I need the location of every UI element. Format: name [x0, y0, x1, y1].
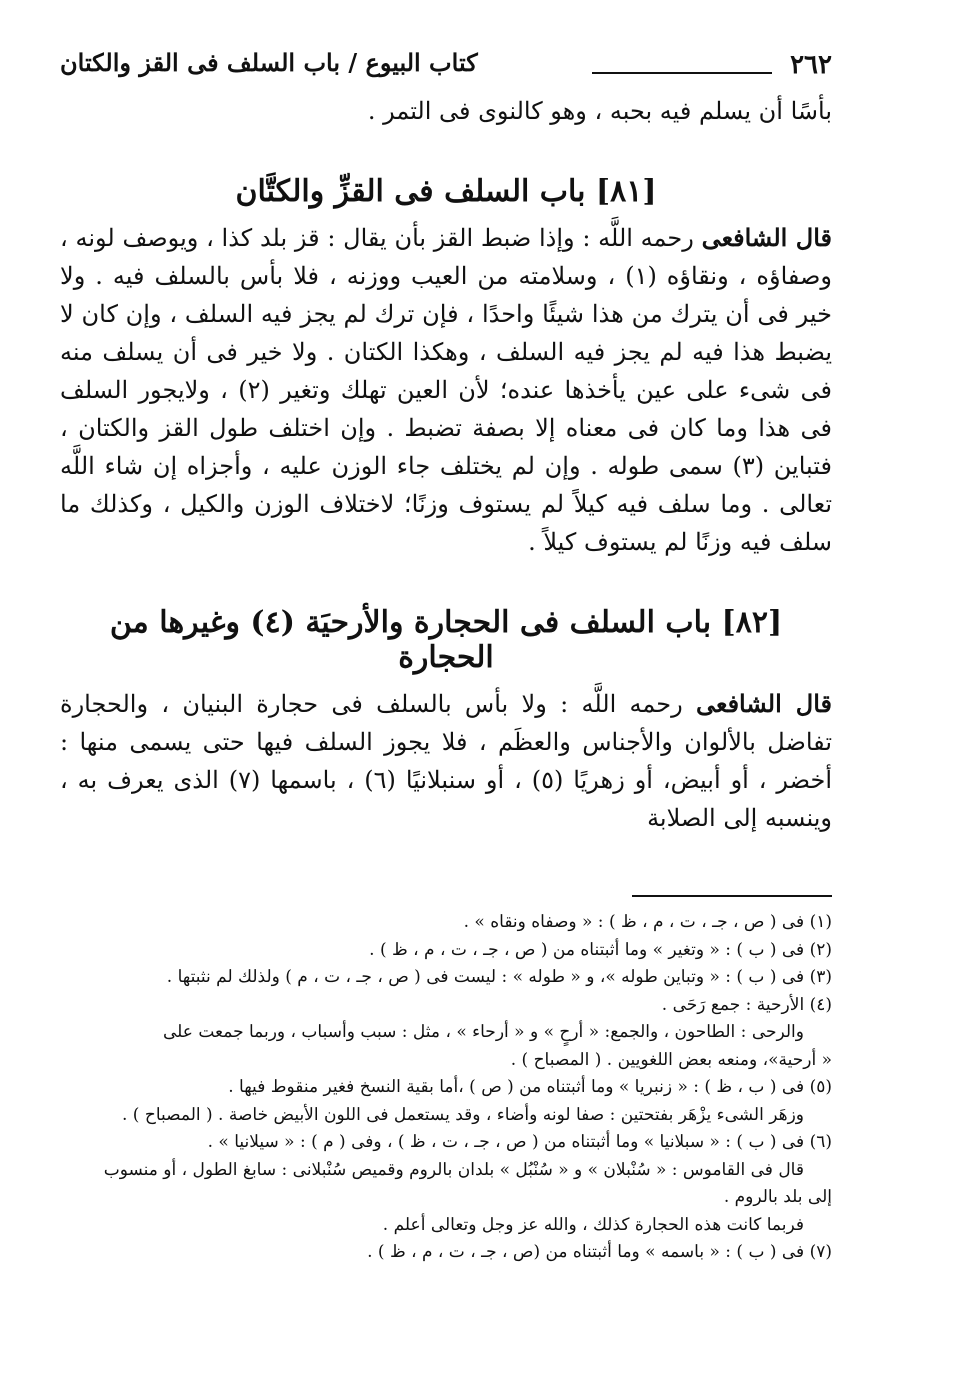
section-heading-82: [٨٢] باب السلف فى الحجارة والأرحيَة (٤) وغيرها من الحجارة: [109, 605, 783, 675]
footnote-line: (٧) فى ( ب ) : « باسمه » وما أثبتناه من (ص ، جـ ، ت ، م ، ظ ) .: [367, 1242, 832, 1262]
section-82-text: رحمه اللَّه : ولا بأس بالسلف فى حجارة البنيان ، والحجارة تفاضل بالألوان والأجناس والعظَم ، فلا يجوز السلف فيها حتى يسمى منها : أخضر ، أو أبيض، أو زهريًا (٥) ، أو سنبلانيًا (٦) ، باسمها (٧) الذى يعرف به ، وينسبه إلى الصلابة: [60, 690, 832, 832]
continuation-line: بأسًا أن يسلم فيه بحبه ، وهو كالنوى فى التمر .: [367, 97, 832, 125]
footnote-line: « أرحية»، ومنعه بعض اللغويين . ( المصباح ) .: [510, 1049, 832, 1070]
page-number: ٢٦٢: [790, 50, 832, 80]
section-heading-81: [٨١] باب السلف فى القزِّ والكتَّان: [235, 174, 657, 209]
footnote-line: (٣) فى ( ب ) : « وتباين طوله »، و « طوله » : ليست فى ( ص ، جـ ، ت ، م ) ولذلك لم نثبتها .: [166, 967, 832, 987]
running-title: كتاب البيوع / باب السلف فى القز والكتان: [60, 48, 478, 77]
speaker-label: قال الشافعى: [701, 223, 832, 252]
footnotes: [60, 909, 832, 1267]
book-page: [60, 40, 832, 1267]
page-header: [60, 40, 832, 92]
section-82-paragraph: [60, 685, 832, 837]
footnote-line: (٢) فى ( ب ) : « وتغير » وما أثبتناه من ( ص ، جـ ، ت ، م ، ظ ) .: [369, 939, 832, 960]
footnote-line: والرحى : الطاحون ، والجمع: « أرحٍ » و « أرحاء » ، مثل : سبب وأسباب ، وربما جمعت على: [163, 1022, 804, 1042]
footnote-line: (٤) الأرحية : جمع رَحَى .: [661, 994, 832, 1015]
footnote-separator: [632, 895, 832, 897]
speaker-label: قال الشافعى: [696, 689, 832, 718]
footnote-line: (٦) فى ( ب ) : « سبلانيا » وما أثبتناه من ( ص ، جـ ، ت ، ظ ) ، وفى ( م ) : « سيلانيا » .: [207, 1132, 832, 1152]
footnote-line: (٥) فى ( ب ، ظ ) : « زنبريا » وما أثبتناه من ( ص ) ،أما بقية النسخ فغير منقوط فيها .: [228, 1077, 832, 1097]
header-rule: [592, 72, 772, 74]
footnote-line: إلى بلد بالروم .: [723, 1187, 832, 1207]
footnote-line: فربما كانت هذه الحجارة كذلك ، والله عز وجل وتعالى أعلم .: [382, 1214, 804, 1235]
section-81-text: رحمه اللَّه : وإذا ضبط القز بأن يقال : قز بلد كذا ، ويوصف لونه ، وصفاؤه ، ونقاؤه (١) ، وسلامته من العيب ووزنه ، فلا بأس بالسلف فيه . ولا خير فى أن يترك من هذا شيئًا واحدًا ، فإن ترك لم يجز فيه السلف ، وإن كان لا يضبط هذا فيه لم يجز فيه السلف ، وهكذا الكتان . ولا خير فى أن يسلف منه فى شىء على عين يأخذها عنده؛ لأن العين تهلك وتغير (٢) ، ولايجور السلف فى هذا وما كان فى معناه إلا بصفة تضبط . وإن اختلف طول القز والكتان ، فتباين (٣) سمى طوله . وإن لم يختلف جاء الوزن عليه ، وأجزاه إن شاء اللَّه تعالى . وما سلف فيه كيلاً لم يستوف وزنًا؛ لاختلاف الوزن والكيل ، وكذلك ما سلف فيه وزنًا لم يستوف كيلاً .: [60, 224, 832, 556]
footnote-line: وزهَر الشىء يزْهَر بفتحتين : صفا لونه وأضاء ، وقد يستعمل فى اللون الأبيض خاصة . ( المصباح ) .: [122, 1104, 804, 1125]
footnote-line: قال فى القاموس : « سُنْبلان » و « سُنْبُل » بلدان بالروم وقميص سُنْبلانى : سابغ الطول ، أو منسوب: [103, 1159, 804, 1180]
footnote-line: (١) فى ( ص ، جـ ، ت ، م ، ظ ) : « وصفاه ونقاه » .: [463, 912, 832, 932]
section-81-paragraph: [60, 219, 832, 561]
